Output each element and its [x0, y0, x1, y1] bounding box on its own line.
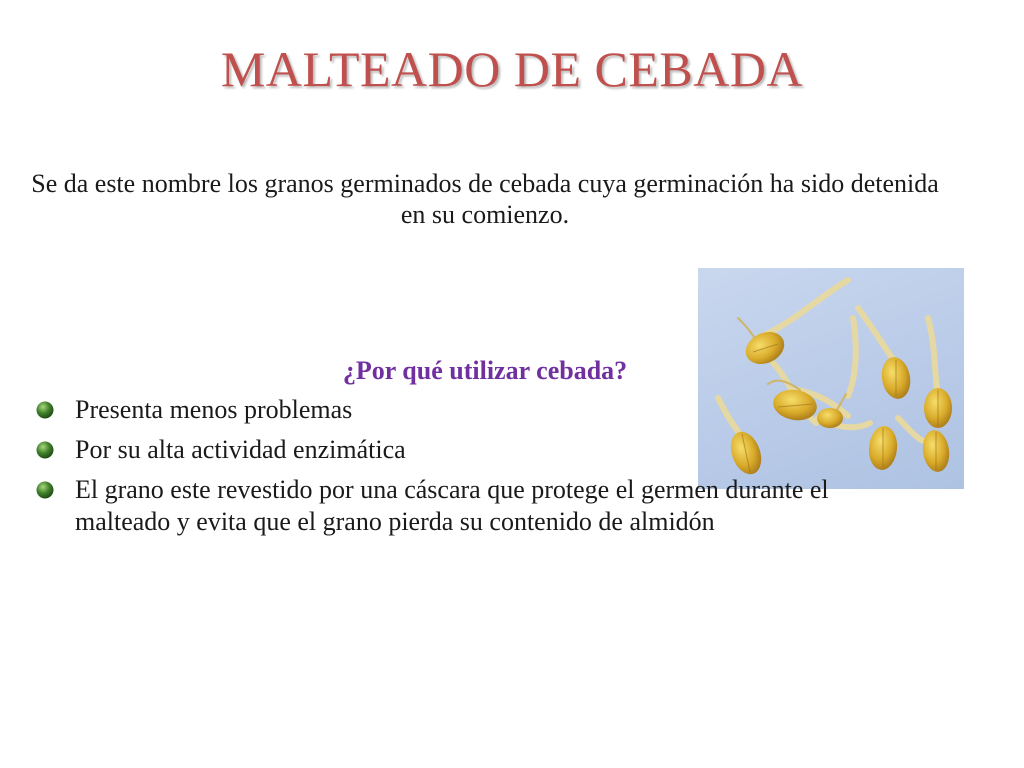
bullet-text: Por su alta actividad enzimática	[75, 435, 406, 464]
bullet-item	[36, 474, 906, 538]
bullet-text: Presenta menos problemas	[75, 395, 353, 424]
intro-paragraph: Se da este nombre los granos germinados de cebada cuya germinación ha sido detenida en su comienzo.	[31, 169, 939, 229]
bullet-item	[36, 394, 906, 426]
green-sphere-icon	[36, 441, 54, 459]
bullet-item	[36, 434, 906, 466]
green-sphere-icon	[36, 481, 54, 499]
green-sphere-icon	[36, 401, 54, 419]
bullet-list	[36, 394, 906, 546]
slide-title: MALTEADO DE CEBADA	[220, 41, 804, 97]
bullet-text: El grano este revestido por una cáscara que protege el germen durante el malteado y evita que el grano pierda su contenido de almidón	[75, 475, 829, 536]
question-heading: ¿Por qué utilizar cebada?	[342, 356, 628, 385]
